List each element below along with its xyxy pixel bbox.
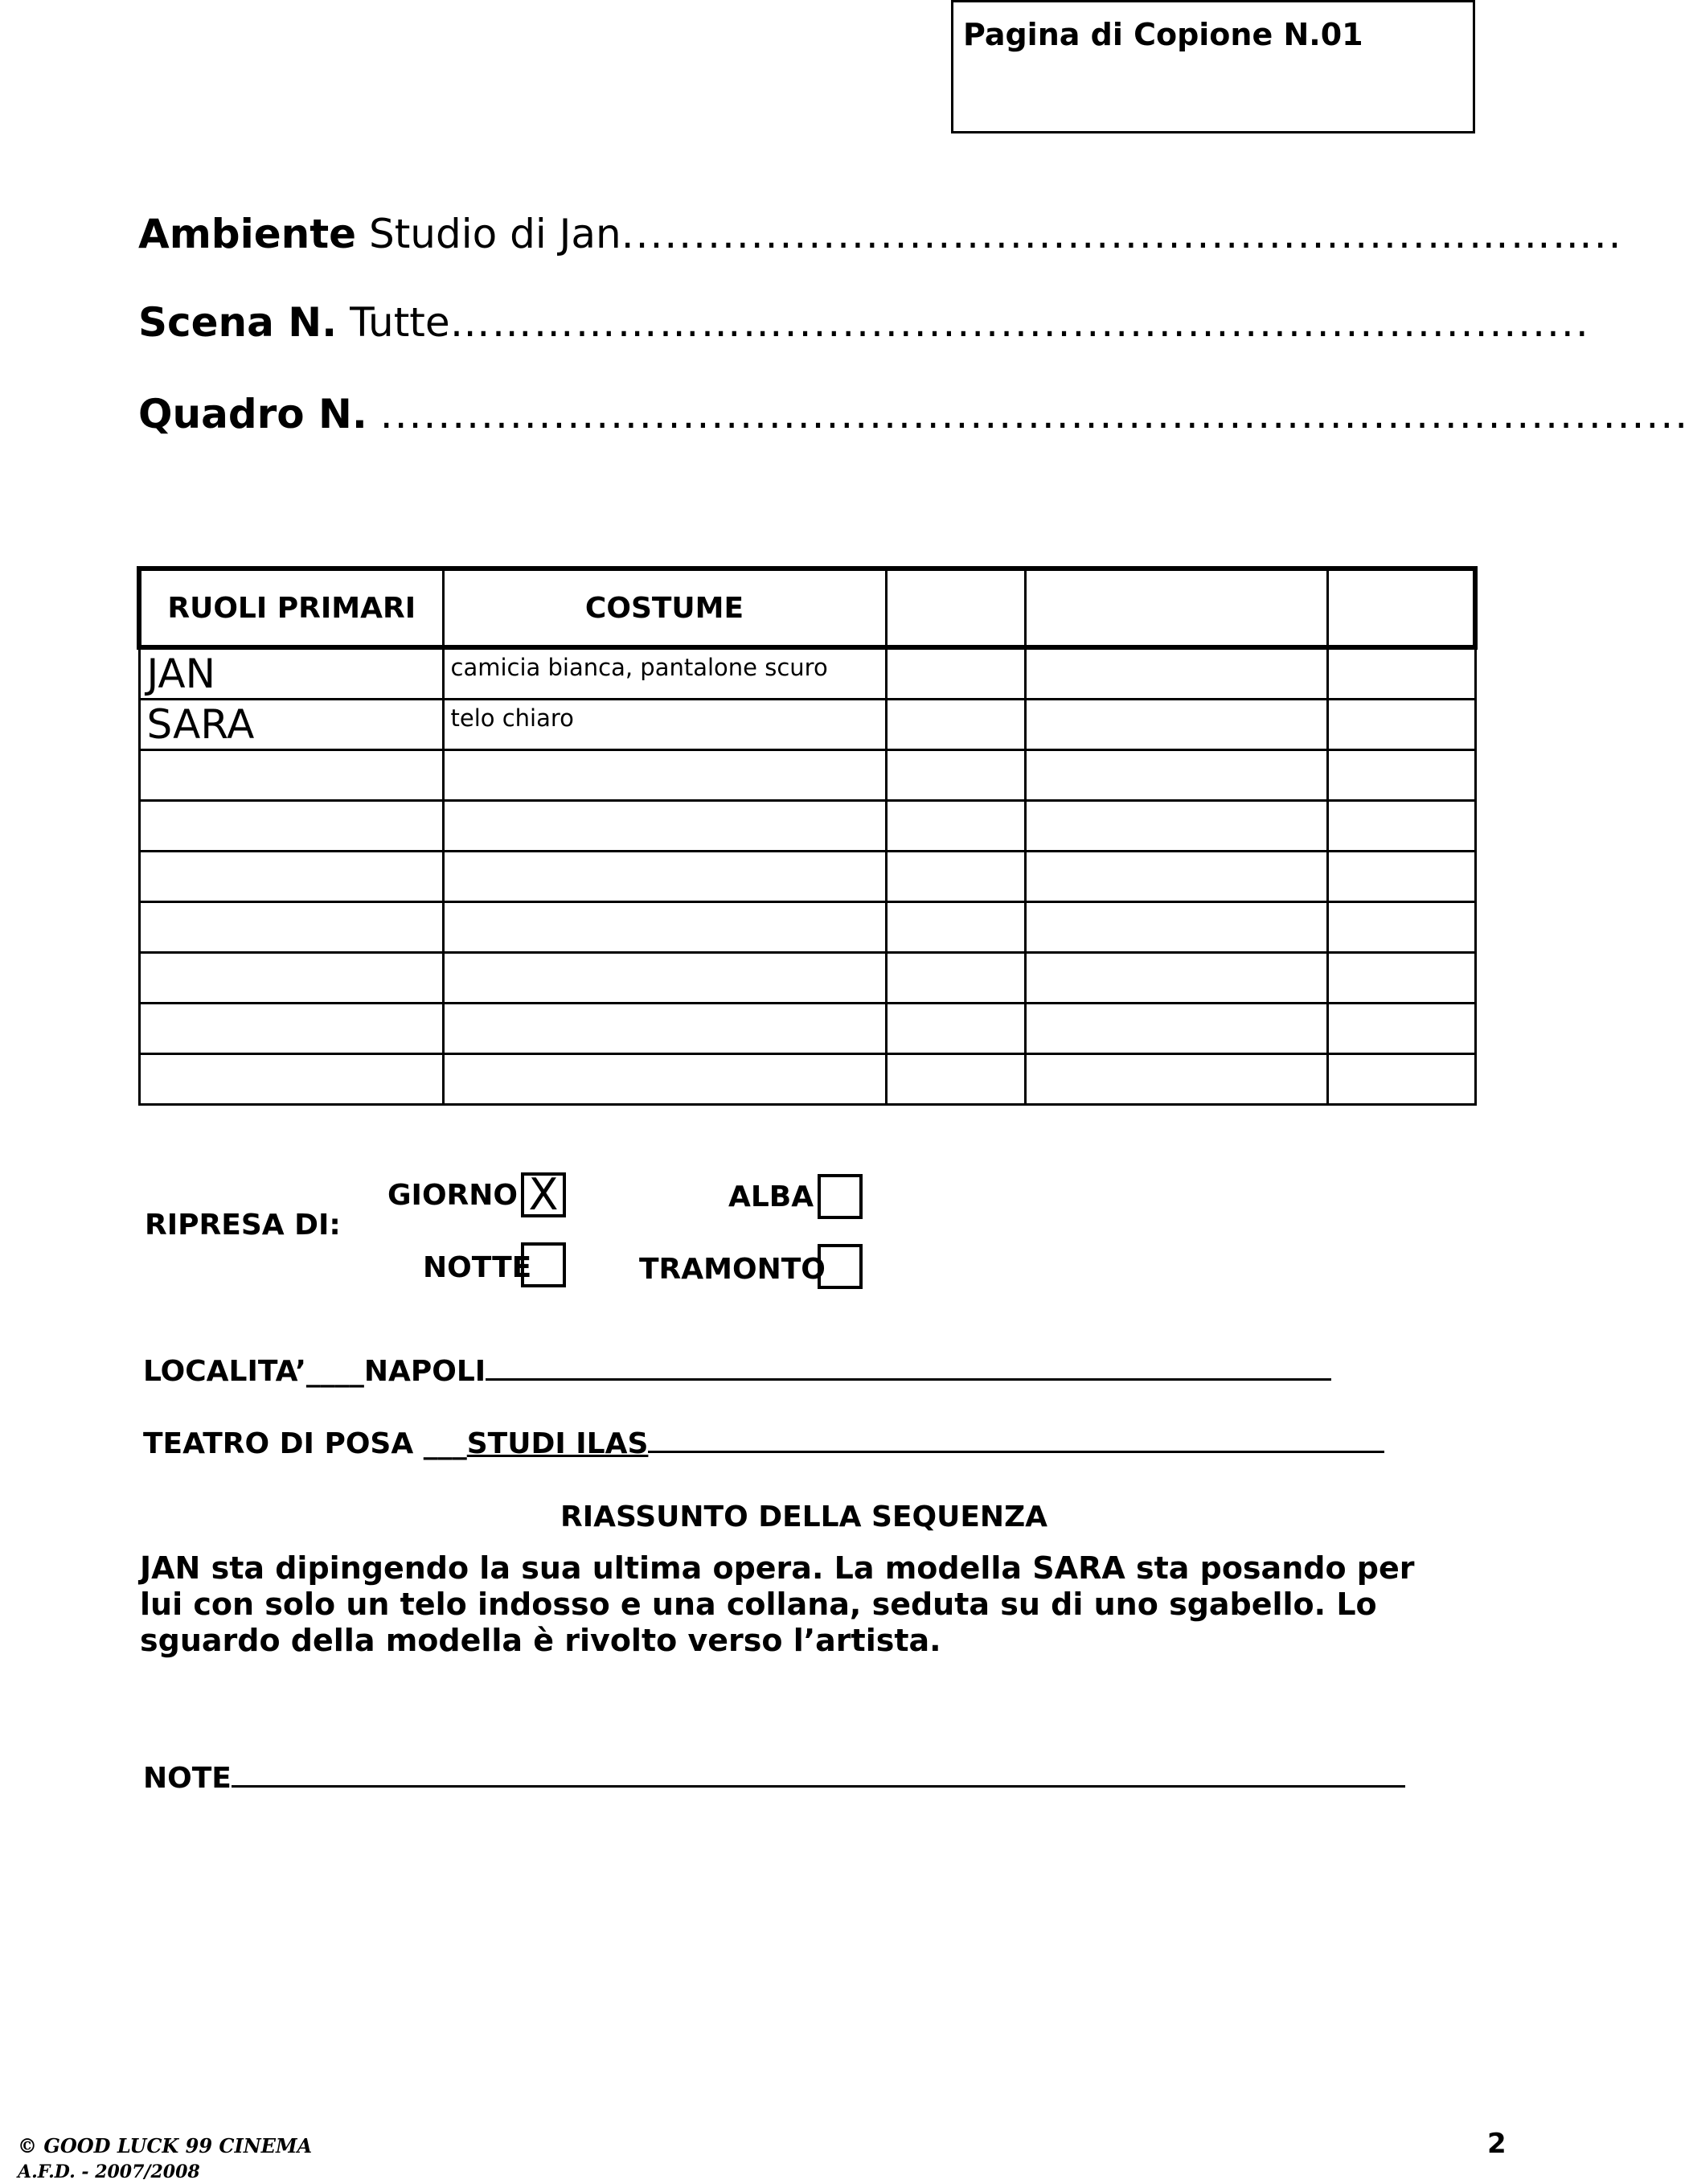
table-cell — [1025, 1054, 1327, 1105]
table-cell — [1025, 700, 1327, 750]
table-header-cell: COSTUME — [443, 569, 886, 647]
costume-cell — [443, 801, 886, 852]
table-header-cell — [886, 569, 1025, 647]
role-cell — [139, 1054, 443, 1105]
table-row — [139, 647, 1475, 700]
table-cell — [1025, 902, 1327, 953]
costume-cell — [443, 750, 886, 801]
note-field — [143, 1761, 1405, 1795]
ripresa-label: RIPRESA DI: — [145, 1209, 341, 1242]
costume-cell — [443, 1004, 886, 1054]
table-cell — [886, 953, 1025, 1004]
edition: A.F.D. - 2007/2008 — [18, 2161, 200, 2182]
table-row — [139, 1004, 1475, 1054]
giorno-check-mark: X — [528, 1169, 559, 1220]
table-cell — [1327, 852, 1475, 902]
costume-cell — [443, 852, 886, 902]
page-number: 2 — [1487, 2128, 1507, 2160]
role-cell — [139, 902, 443, 953]
table-cell — [1327, 953, 1475, 1004]
scena-value: Tutte — [350, 299, 450, 346]
copyright: © GOOD LUCK 99 CINEMA — [18, 2134, 313, 2157]
table-cell — [1327, 902, 1475, 953]
costume-cell: camicia bianca, pantalone scuro — [443, 647, 886, 700]
table-cell — [1327, 1004, 1475, 1054]
alba-label: ALBA — [728, 1180, 814, 1213]
table-row — [139, 801, 1475, 852]
table-cell — [1025, 1004, 1327, 1054]
table-cell — [1025, 801, 1327, 852]
summary-text: JAN sta dipingendo la sua ultima opera. La modella SARA sta posando per lui con solo un telo indosso e una collana, seduta su di uno sgabello. Lo sguardo della modella è rivolto verso l’artista. — [140, 1550, 1415, 1658]
table-row — [139, 852, 1475, 902]
table-cell — [1327, 750, 1475, 801]
table-cell — [1025, 852, 1327, 902]
quadro-field — [138, 391, 1689, 437]
ambiente-value: Studio di Jan — [368, 211, 621, 257]
quadro-label: Quadro N. — [138, 391, 367, 437]
table-cell — [886, 902, 1025, 953]
table-header-cell — [1327, 569, 1475, 647]
table-cell — [1025, 953, 1327, 1004]
role-cell — [139, 750, 443, 801]
table-cell — [886, 1004, 1025, 1054]
giorno-label: GIORNO — [387, 1179, 518, 1212]
page-label: Pagina di Copione N.01 — [963, 17, 1363, 52]
scena-label: Scena N. — [138, 299, 338, 346]
table-cell — [1025, 750, 1327, 801]
table-cell — [886, 647, 1025, 700]
table-cell — [1327, 647, 1475, 700]
costume-cell — [443, 902, 886, 953]
teatro-field — [143, 1427, 1384, 1460]
giorno-checkbox[interactable] — [521, 1169, 566, 1220]
table-row — [139, 902, 1475, 953]
costume-cell: telo chiaro — [443, 700, 886, 750]
table-row — [139, 1054, 1475, 1105]
table-row — [139, 700, 1475, 750]
table-row — [139, 953, 1475, 1004]
summary-title: RIASSUNTO DELLA SEQUENZA — [560, 1500, 1048, 1533]
roles-costume-table — [137, 566, 1478, 1106]
table-cell — [886, 750, 1025, 801]
role-cell — [139, 953, 443, 1004]
table-cell — [886, 852, 1025, 902]
scena-field — [138, 299, 1590, 346]
localita-field — [143, 1354, 1331, 1388]
page-number-box — [951, 0, 1475, 133]
scena-dots: ……………………........................................................ — [449, 299, 1590, 346]
quadro-dots: ........................................................................................... — [379, 391, 1689, 437]
ambiente-field — [138, 211, 1623, 257]
table-cell — [1327, 1054, 1475, 1105]
role-cell: JAN — [139, 647, 443, 700]
costume-cell — [443, 1054, 886, 1105]
role-cell — [139, 852, 443, 902]
teatro-underline — [648, 1427, 1384, 1453]
table-header-row — [139, 569, 1475, 647]
teatro-value: STUDI ILAS — [466, 1427, 649, 1460]
table-cell — [886, 801, 1025, 852]
table-row — [139, 750, 1475, 801]
notte-label: NOTTE — [423, 1251, 532, 1284]
alba-checkbox[interactable] — [818, 1174, 863, 1219]
ambiente-label: Ambiente — [138, 211, 357, 257]
costume-cell — [443, 953, 886, 1004]
table-cell — [886, 1054, 1025, 1105]
tramonto-label: TRAMONTO — [639, 1253, 826, 1286]
role-cell: SARA — [139, 700, 443, 750]
notte-checkbox[interactable] — [521, 1242, 566, 1287]
table-cell — [1327, 700, 1475, 750]
table-header-cell: RUOLI PRIMARI — [139, 569, 443, 647]
teatro-label: TEATRO DI POSA ___ — [143, 1427, 467, 1460]
localita-underline — [486, 1354, 1331, 1381]
tramonto-checkbox[interactable] — [818, 1244, 863, 1289]
note-label: NOTE — [143, 1762, 232, 1795]
localita-label: LOCALITA’____NAPOLI — [143, 1355, 486, 1388]
table-cell — [886, 700, 1025, 750]
note-underline — [232, 1761, 1405, 1788]
table-header-cell — [1025, 569, 1327, 647]
table-cell — [1327, 801, 1475, 852]
role-cell — [139, 1004, 443, 1054]
table-cell — [1025, 647, 1327, 700]
role-cell — [139, 801, 443, 852]
ambiente-dots: ........................................................………….. — [621, 211, 1623, 257]
